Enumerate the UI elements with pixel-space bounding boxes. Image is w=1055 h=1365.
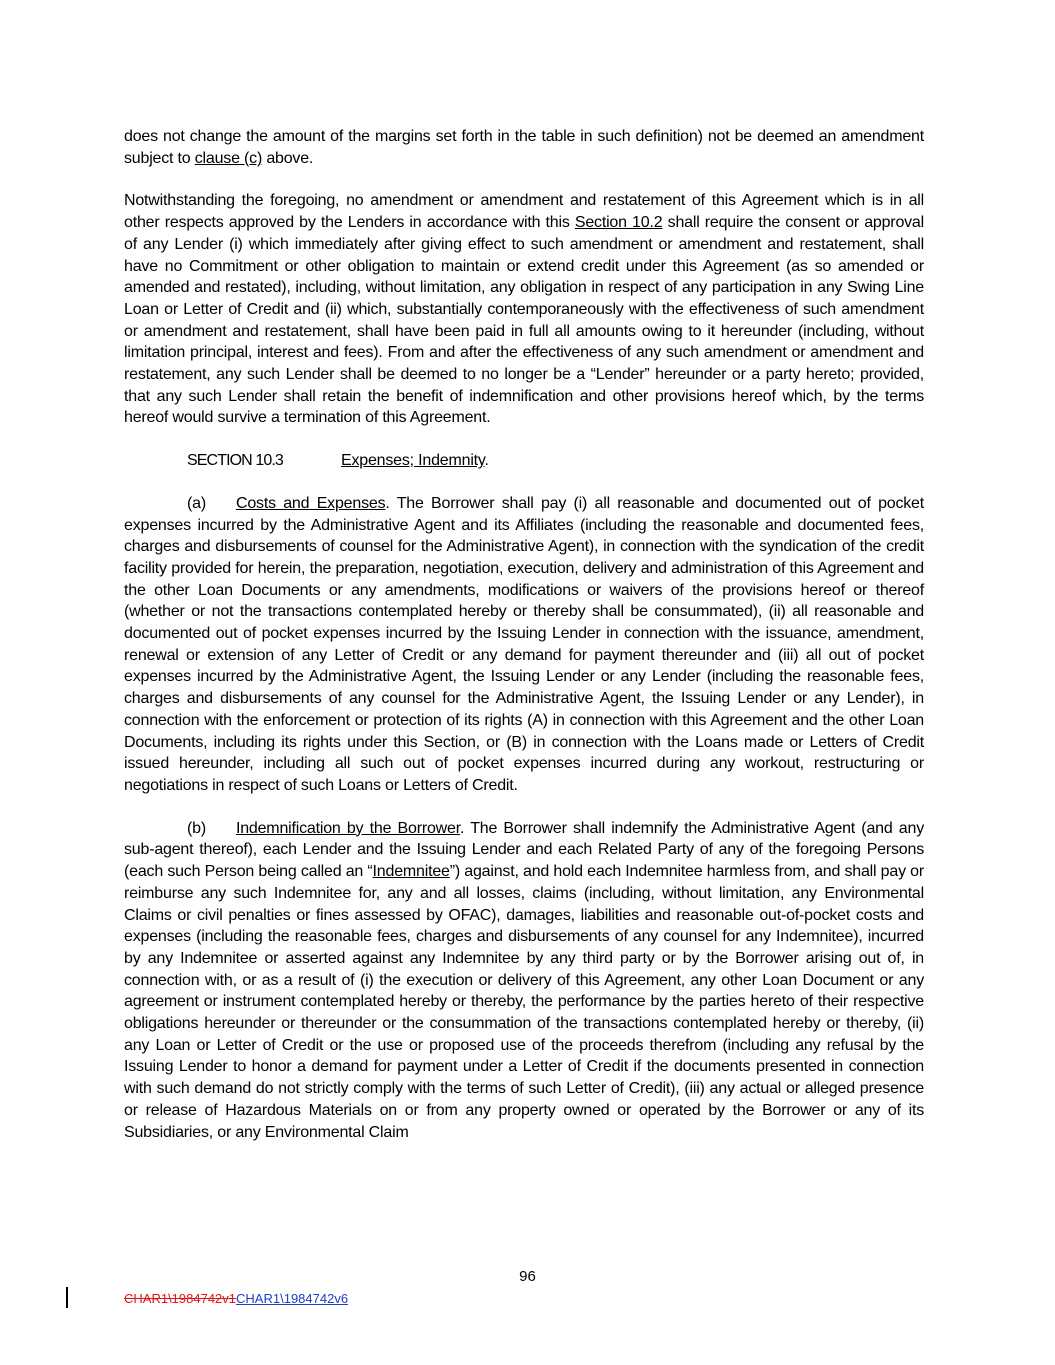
section-title-end: .: [484, 452, 489, 470]
paragraph-text: shall require the consent or approval of any Lender (i) which immediately after giving effect to such amendment or amendment and restatement, shall have no Commitment or other obligation to maintain or extend credit under this Agreement (as so amended or amended and restated), including, without limitation, any obligation in respect of any participation in any Swing Line Loan or Letter of Credit and (ii) which, substantially contemporaneously with the effectiveness of such amendment or amendment and restatement, shall have been paid in full all amounts owing to it hereunder (including, without limitation principal, interest and fees). From and after the effectiveness of any such amendment or amendment and restatement, any such Lender shall be deemed to no longer be a “Lender” hereunder or a party hereto; provided, that any such Lender shall retain the benefit of indemnification and other provisions hereof which, by the terms hereof would survive a termination of this Agreement.: [124, 214, 924, 427]
section-number: SECTION 10.3: [187, 452, 283, 470]
subsection-text: ”) against, and hold each Indemnitee harmless from, and shall pay or reimburse any such Indemnitee for, any and all losses, claims (including, without limitation, any Environmental Claims or civil penalties or fines assessed by OFAC), damages, liabilities and reasonable out-of-pocket costs and expenses (including the reasonable fees, charges and disbursements of any counsel for any Indemnitee), incurred by any Indemnitee or asserted against any Indemnitee by any third party or by the Borrower arising out of, in connection with, or as a result of (i) the execution or delivery of this Agreement, any other Loan Document or any agreement or instrument contemplated hereby or thereby, the performance by the parties hereto of their respective obligations hereunder or thereunder or the consummation of the transactions contemplated hereby or thereby, (ii) any Loan or Letter of Credit or the use or proposed use of the proceeds therefrom (including any refusal by the Issuing Lender to honor a demand for payment under a Letter of Credit if the documents presented in connection with such demand do not strictly comply with the terms of such Letter of Credit), (iii) any actual or alleged presence or release of Hazardous Materials on or from any property owned or operated by the Borrower or any of its Subsidiaries, or any Environmental Claim: [124, 863, 924, 1141]
subsection-heading: Indemnification by the Borrower: [235, 819, 460, 837]
paragraph-text: above.: [262, 149, 314, 167]
paragraph-text: does not change the amount of the margins set forth in the table in such definition) not be deemed an amendment subject to: [124, 128, 924, 167]
subsection-a: [124, 493, 924, 797]
document-id-new: CHAR1\1984742v6: [236, 1291, 349, 1306]
page-body: [124, 126, 924, 1164]
subsection-b: [124, 818, 924, 1144]
section-heading: [124, 450, 924, 472]
subsection-text: . The Borrower shall pay (i) all reasonable and documented out of pocket expenses incurred by the Administrative Agent and its Affiliates (including the reasonable and documented fees, charges and disbursements of counsel for the Administrative Agent), in connection with the syndication of the credit facility provided for herein, the preparation, negotiation, execution, delivery and administration of this Agreement and the other Loan Documents or any amendments, modifications or waivers of the provisions hereof or thereof (whether or not the transactions contemplated hereby or thereby shall be consummated), (ii) all reasonable and documented out of pocket expenses incurred by the Issuing Lender in connection with the issuance, amendment, renewal or extension of any Letter of Credit or any demand for payment thereunder and (iii) all out of pocket expenses incurred by the Administrative Agent, the Issuing Lender or any Lender (including the reasonable fees, charges and disbursements of any counsel for the Administrative Agent, the Issuing Lender or any Lender), in connection with the enforcement or protection of its rights (A) in connection with this Agreement and the other Loan Documents, including its rights under this Section, or (B) in connection with the Loans made or Letters of Credit issued hereunder, including all such out of pocket expenses incurred during any workout, restructuring or negotiations in respect of such Loans or Letters of Credit.: [124, 494, 925, 794]
defined-term: Indemnitee: [372, 863, 450, 881]
subsection-text: . The Borrower shall indemnify the Administrative Agent (and any sub-agent thereof), each Lender and the Issuing Lender and each Related Party of any of the foregoing Persons (each such Person being called an “: [124, 819, 925, 881]
section-title: Expenses; Indemnity: [341, 452, 485, 470]
document-id: [124, 1291, 348, 1306]
change-bar: [66, 1287, 68, 1308]
paragraph-text: Notwithstanding the foregoing, no amendment or amendment and restatement of this Agreement which is in all other respects approved by the Lenders in accordance with this: [124, 192, 924, 232]
clause-reference-link[interactable]: clause (c): [194, 149, 263, 167]
subsection-label: (a): [187, 494, 206, 512]
subsection-heading: Costs and Expenses: [235, 494, 386, 512]
section-reference-link[interactable]: Section 10.2: [574, 214, 663, 232]
document-id-old: CHAR1\1984742v1: [124, 1291, 237, 1306]
subsection-label: (b): [187, 819, 206, 837]
page-number: 96: [519, 1268, 536, 1285]
paragraph-notwithstanding: [124, 190, 924, 429]
paragraph-continuation: [124, 126, 924, 169]
